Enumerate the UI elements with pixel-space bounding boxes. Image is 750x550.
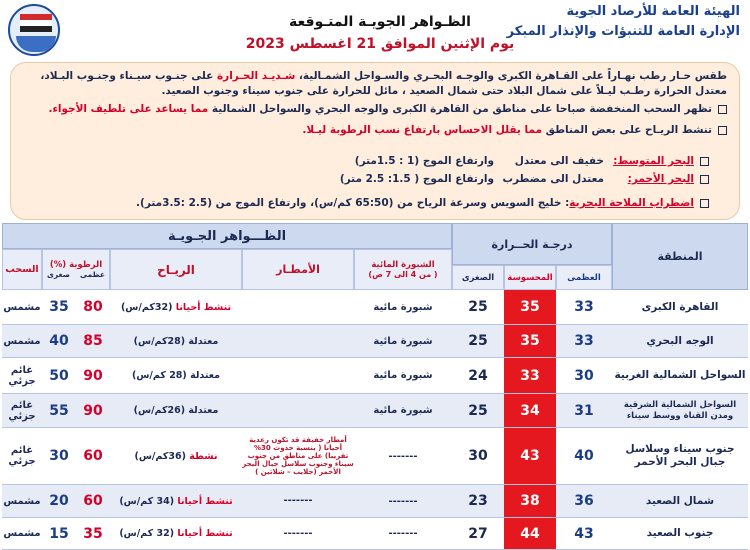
- feels-temp: 43: [504, 428, 556, 484]
- humidity-max: 60: [83, 493, 103, 509]
- max-temp: 36: [574, 493, 594, 509]
- wind-value: نشطة (36كم/س): [134, 450, 218, 462]
- wind-value: تنشط أحيانا (32كم/س): [120, 301, 232, 313]
- rain-value: [242, 325, 354, 357]
- wind-value: معتدلة (28 كم/س): [131, 370, 221, 381]
- table-row: [2, 518, 748, 550]
- checkbox-bullet-icon: [700, 199, 709, 208]
- region-name: شمال الصعيد: [645, 494, 715, 507]
- humidity-min: 35: [49, 299, 69, 315]
- sea-state-red-sea: البحر الأحمر:معتدل الى مضطربوارتفاع الموج ( 1.5: 2.5 متر): [340, 173, 709, 185]
- min-temp: 24: [468, 367, 488, 384]
- header-wind: الريـاح: [110, 249, 242, 290]
- min-temp: 25: [468, 299, 488, 315]
- table-row: [2, 428, 748, 485]
- checkbox-bullet-icon: [718, 126, 727, 135]
- min-temp: 25: [468, 333, 488, 349]
- fog-value: -------: [388, 495, 418, 507]
- fog-value: -------: [388, 450, 418, 462]
- table-row: [2, 485, 748, 518]
- humidity-max: 80: [83, 299, 103, 315]
- department-name: الإدارة العامة للتنبؤات والإنذار المبكر: [506, 24, 740, 39]
- rain-value: أمطار خفيفة قد تكون رعدية أحيانا ( بنسبة حدوث 30% تقريبا) على مناطق من جنوب سيناء وجنوب سلاسل جبال البحر الأحمر (حلايب – شلاتين ): [242, 436, 354, 476]
- checkbox-bullet-icon: [700, 157, 709, 166]
- rain-value: [242, 358, 354, 393]
- clouds-value: غائم جزئي: [8, 364, 36, 387]
- min-temp: 30: [468, 448, 488, 464]
- feels-temp: 34: [504, 394, 556, 427]
- max-temp: 43: [574, 525, 594, 542]
- flag-black-stripe: [20, 26, 52, 32]
- fog-value: شبورة مائية: [373, 335, 433, 347]
- table-row: [2, 290, 748, 325]
- header-max-temp: العظمى: [556, 265, 612, 290]
- feels-temp: 44: [504, 518, 556, 549]
- forecast-date: يوم الإثنين الموافق 21 اغسطس 2023: [245, 36, 515, 52]
- humidity-min: 15: [49, 525, 69, 542]
- clouds-value: مشمس: [3, 335, 41, 347]
- sea-emblem: [16, 36, 56, 52]
- table-row: [2, 394, 748, 428]
- feels-temp: 33: [504, 358, 556, 393]
- fog-value: -------: [388, 528, 418, 539]
- clouds-value: مشمس: [3, 495, 41, 507]
- region-name: القاهرة الكبرى: [641, 300, 719, 313]
- forecast-summary-box: [10, 62, 740, 220]
- region-name: السواحل الشمالية الغربية: [614, 369, 746, 381]
- feels-temp: 38: [504, 485, 556, 517]
- max-temp: 33: [574, 299, 594, 315]
- region-name: الوجه البحري: [646, 334, 714, 347]
- header-clouds: السحب: [2, 249, 42, 290]
- navigation-warning: اضطراب الملاحة البحرية: خليج السويس وسرعة الرياح من (65:50 كم/س)، وارتفاع الموج من (2.5 :3.5متر).: [136, 197, 709, 209]
- header-fog: الشبورة المائية ( من 4 الى 7 ص): [354, 249, 452, 290]
- rain-value: [242, 290, 354, 324]
- max-temp: 33: [574, 333, 594, 349]
- feels-temp: 35: [504, 290, 556, 324]
- humidity-min: 40: [49, 333, 69, 349]
- humidity-max: 35: [83, 525, 103, 542]
- header-region: المنطقة: [612, 223, 748, 290]
- min-temp: 25: [468, 402, 488, 419]
- rain-value: -------: [283, 495, 313, 506]
- region-name: السواحل الشمالية الشرقية ومدن القناة ووسط سيناء: [623, 399, 737, 421]
- clouds-value: غائم جزئي: [8, 445, 36, 467]
- humidity-min: 55: [49, 402, 69, 419]
- fog-value: شبورة مائية: [373, 405, 433, 416]
- wind-value: معتدلة (26كم/س): [133, 405, 219, 416]
- header-temperature: درجـة الحــرارة: [452, 223, 612, 265]
- header-feels-temp: المحسوسة: [504, 265, 556, 290]
- table-row: [2, 358, 748, 394]
- clouds-value: مشمس: [3, 301, 41, 313]
- table-row: [2, 325, 748, 358]
- humidity-max: 85: [83, 333, 103, 349]
- humidity-min: 30: [49, 448, 69, 464]
- min-temp: 27: [468, 525, 488, 542]
- summary-clouds-line: تظهر السحب المنخفضة صباحا على مناطق من القاهرة الكبرى والوجه البحري والسواحل الشمالية مما يساعد على تلطيف الأجواء.: [23, 102, 727, 117]
- clouds-value: غائم جزئي: [8, 399, 36, 422]
- checkbox-bullet-icon: [718, 105, 727, 114]
- rain-value: -------: [283, 527, 313, 539]
- humidity-max: 90: [83, 402, 103, 419]
- meteorological-authority-logo: [8, 4, 60, 56]
- fog-value: شبورة مائية: [373, 370, 433, 381]
- humidity-min: 50: [49, 367, 69, 384]
- humidity-max: 60: [83, 448, 103, 464]
- sea-state-mediterranean: البحر المتوسط:خفيف الى معتدلوارتفاع الموج (1 : 1.5متر): [355, 155, 709, 167]
- wind-value: معتدلة (28كم/س): [133, 335, 219, 347]
- header-humidity: الرطوبة (%) عظمى صغرى: [42, 249, 110, 290]
- max-temp: 30: [574, 367, 594, 384]
- rain-value: [242, 394, 354, 427]
- header-rain: الأمطـار: [242, 249, 354, 290]
- checkbox-bullet-icon: [700, 175, 709, 184]
- fog-value: شبورة مائية: [373, 301, 433, 313]
- clouds-value: مشمس: [3, 528, 41, 539]
- page-title: الظـواهر الجويـة المتـوقعة: [289, 14, 471, 30]
- summary-winds-line: تنشط الريـاح على بعض المناطق مما يقلل الاحساس بارتفاع نسب الرطوبة ليـلا.: [23, 123, 727, 138]
- max-temp: 31: [574, 402, 594, 419]
- max-temp: 40: [574, 448, 594, 464]
- summary-line-2: معتدل الحرارة رطـب ليـلاً على شمال البلاد حتى شمال الصعيد ، مائل للحرارة على جنوب سيناء وجنوب الصعيد.: [161, 85, 727, 97]
- region-name: جنوب الصعيد: [646, 527, 714, 539]
- header-phenomena: الظـــواهر الجـويـة: [2, 223, 452, 249]
- humidity-max: 90: [83, 367, 103, 384]
- summary-line-1: طقس حـار رطب نهـاراً على القـاهرة الكبرى والوجـه البحـري والسـواحل الشمـالية، شـديـد الحـرارة على جنـوب سيـناء وجنـوب البـلاد،: [40, 70, 727, 82]
- wind-value: تنشط أحيانا (32 كم/س): [119, 528, 233, 539]
- region-name: جنوب سيناء وسلاسل جبال البحر الأحمر: [625, 443, 735, 468]
- header-min-temp: الصغرى: [452, 265, 504, 290]
- feels-temp: 35: [504, 325, 556, 357]
- page-header: [0, 0, 750, 62]
- humidity-min: 20: [49, 493, 69, 509]
- organization-name: الهيئة العامة للأرصاد الجوية: [566, 4, 740, 19]
- wind-value: تنشط أحيانا (34 كم/س): [119, 495, 233, 507]
- min-temp: 23: [468, 493, 488, 509]
